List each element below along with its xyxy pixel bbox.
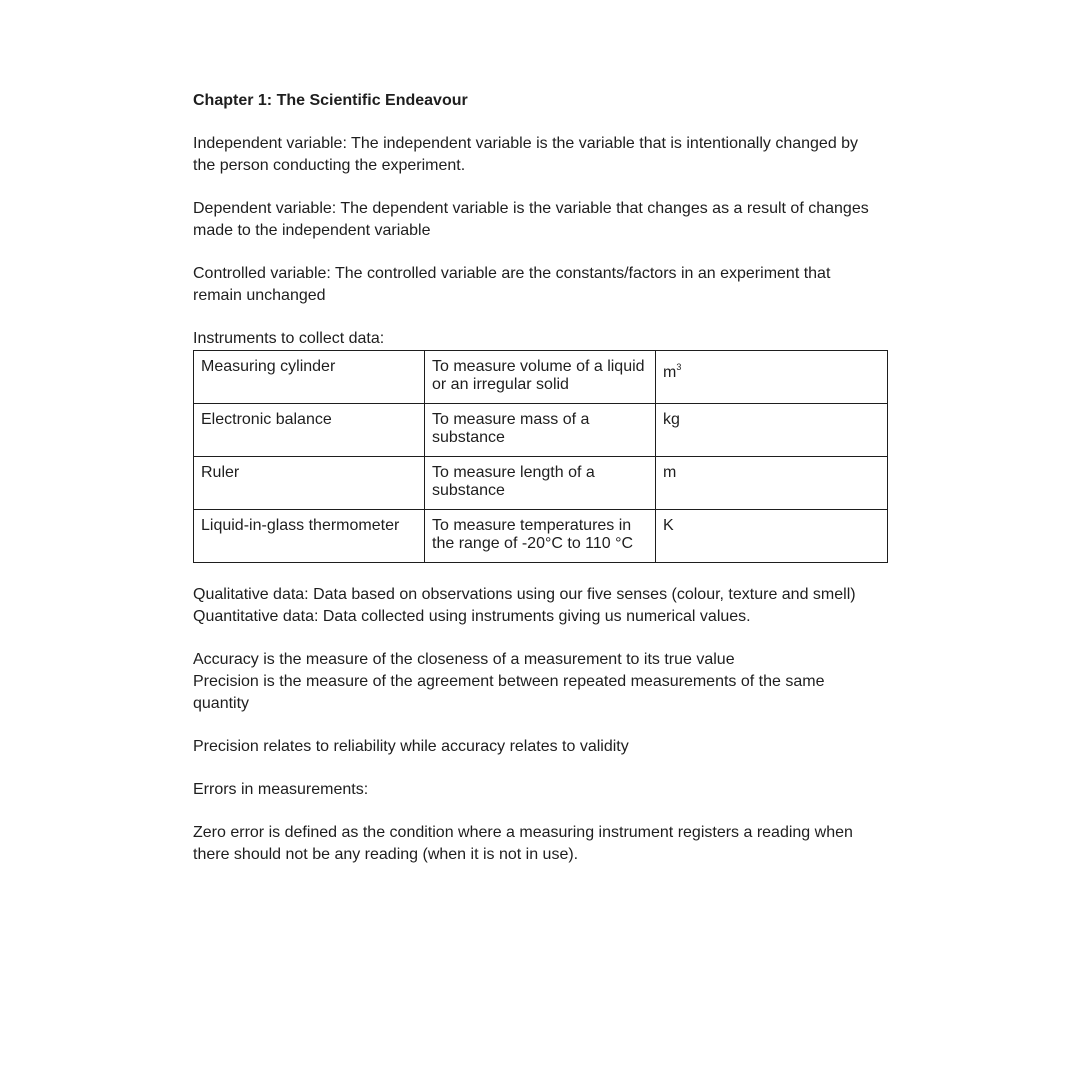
instrument-purpose-cell — [425, 351, 656, 404]
instrument-purpose-cell — [425, 510, 656, 563]
dependent-variable-line-2: made to the independent variable — [193, 222, 431, 239]
quantitative-data-line: Quantitative data: Data collected using instruments giving us numerical values. — [193, 608, 751, 625]
instrument-unit-cell: K — [656, 510, 888, 563]
purpose-line-2: substance — [432, 429, 505, 446]
qualitative-data-line: Qualitative data: Data based on observations using our five senses (colour, texture and smell) — [193, 586, 856, 603]
instruments-caption: Instruments to collect data: — [193, 330, 385, 347]
data-types-paragraph — [193, 584, 893, 628]
controlled-variable-paragraph — [193, 263, 893, 307]
precision-line-1: Precision is the measure of the agreement between repeated measurements of the same — [193, 673, 825, 690]
instrument-name-cell: Liquid-in-glass thermometer — [194, 510, 425, 563]
independent-variable-paragraph — [193, 133, 893, 177]
errors-heading: Errors in measurements: — [193, 781, 369, 798]
instrument-purpose-cell — [425, 404, 656, 457]
purpose-line-1: To measure volume of a liquid — [432, 358, 645, 375]
instrument-unit-cell: m — [656, 457, 888, 510]
instrument-name-cell: Ruler — [194, 457, 425, 510]
instrument-unit-cell: kg — [656, 404, 888, 457]
unit-text: m — [663, 364, 677, 381]
instrument-purpose-cell — [425, 457, 656, 510]
reliability-paragraph: Precision relates to reliability while accuracy relates to validity — [193, 738, 629, 755]
table-row — [194, 457, 888, 510]
document-page — [193, 90, 893, 866]
instrument-name-cell: Electronic balance — [194, 404, 425, 457]
chapter-title: Chapter 1: The Scientific Endeavour — [193, 92, 468, 109]
table-row — [194, 351, 888, 404]
instrument-unit-cell — [656, 351, 888, 404]
purpose-line-1: To measure length of a — [432, 464, 595, 481]
dependent-variable-paragraph — [193, 198, 893, 242]
controlled-variable-line-1: Controlled variable: The controlled variable are the constants/factors in an experiment that — [193, 265, 831, 282]
precision-line-2: quantity — [193, 695, 250, 712]
controlled-variable-line-2: remain unchanged — [193, 287, 326, 304]
table-row — [194, 404, 888, 457]
zero-error-line-2: there should not be any reading (when it is not in use). — [193, 846, 579, 863]
zero-error-line-1: Zero error is defined as the condition where a measuring instrument registers a reading when — [193, 824, 853, 841]
purpose-line-1: To measure mass of a — [432, 411, 590, 428]
zero-error-paragraph — [193, 822, 893, 866]
purpose-line-1: To measure temperatures in — [432, 517, 632, 534]
independent-variable-line-2: the person conducting the experiment. — [193, 157, 466, 174]
purpose-line-2: the range of -20°C to 110 °C — [432, 535, 634, 552]
instrument-name-cell: Measuring cylinder — [194, 351, 425, 404]
accuracy-precision-paragraph — [193, 649, 893, 715]
table-row — [194, 510, 888, 563]
dependent-variable-line-1: Dependent variable: The dependent variable is the variable that changes as a result of changes — [193, 200, 869, 217]
accuracy-line: Accuracy is the measure of the closeness of a measurement to its true value — [193, 651, 735, 668]
purpose-line-2: substance — [432, 482, 505, 499]
unit-superscript: 3 — [676, 362, 682, 372]
purpose-line-2: or an irregular solid — [432, 376, 569, 393]
independent-variable-line-1: Independent variable: The independent variable is the variable that is intentionally changed by — [193, 135, 859, 152]
instruments-table — [193, 350, 888, 563]
